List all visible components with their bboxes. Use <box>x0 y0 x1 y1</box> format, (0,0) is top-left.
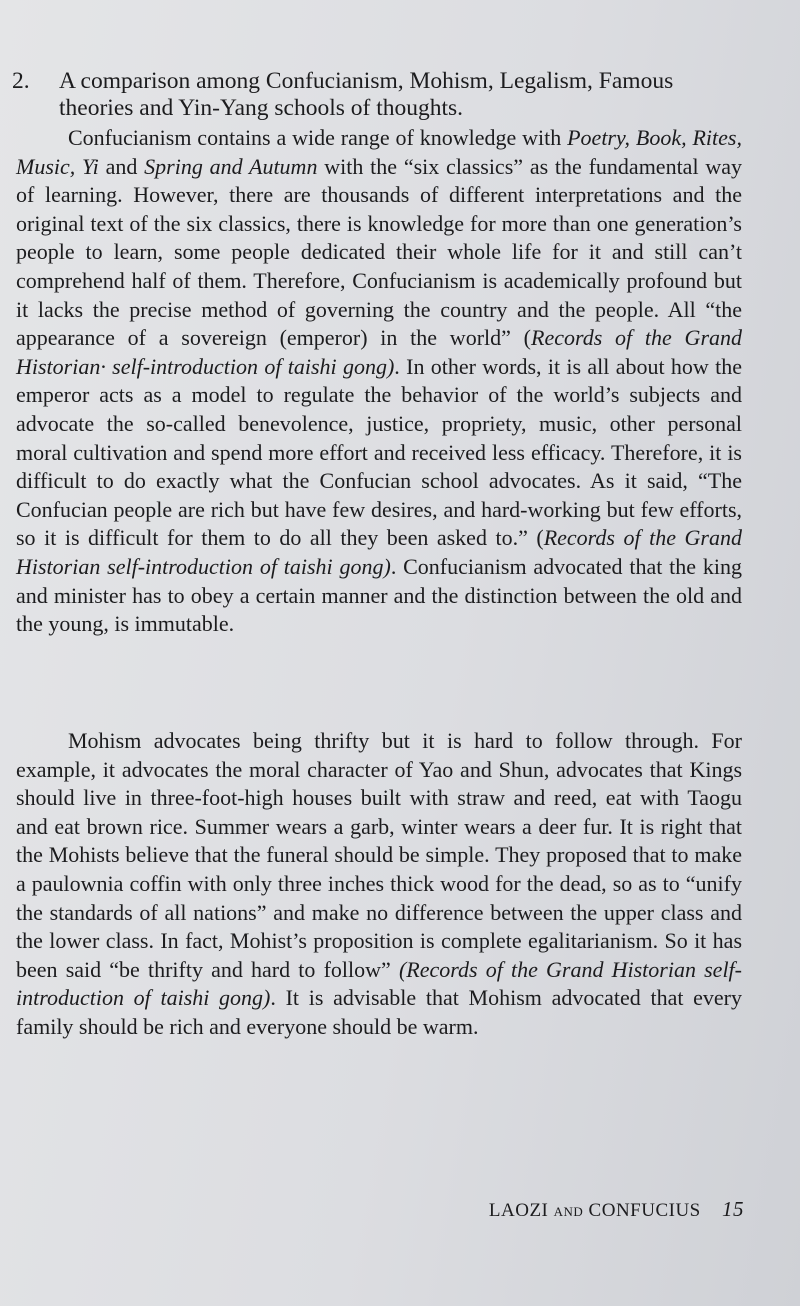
paragraph-mohism <box>16 727 742 1042</box>
body-text: with the “six classics” as the fundamental way of learning. However, there are thousands of different interpretations and the original text of the six classics, there is knowledge for more than one generation’s people to learn, some people dedicated their whole life for it and still can’t comprehend half of them. Therefore, Confucianism is academically profound but it lacks the precise method of governing the country and the people. All “the appearance of a sovereign (emperor) in the world” ( <box>16 153 743 351</box>
paragraph-confucianism <box>16 124 742 639</box>
running-title: LAOZI and CONFUCIUS <box>488 1200 701 1221</box>
body-text: . It is advisable that Mohism advocated that every family should be rich and everyone should be warm. <box>16 985 743 1039</box>
citation-italic: Records of the Grand Historian self-introduction of taishi gong) <box>16 525 742 579</box>
citation-italic: Records of the Grand Historian· self-introduction of taishi gong) <box>16 325 743 379</box>
citation-italic: Poetry, Book, Rites, Music, Yi <box>16 125 742 179</box>
page-number: 15 <box>722 1197 744 1221</box>
body-text: Confucianism contains a wide range of knowledge with <box>68 125 568 150</box>
section-number: 2. <box>12 68 30 94</box>
citation-italic: Spring and Autumn <box>144 153 318 179</box>
section-heading <box>12 68 742 122</box>
section-title: A comparison among Confucianism, Mohism, Legalism, Famous theories and Yin-Yang schools of thoughts. <box>59 68 674 121</box>
citation-italic: (Records of the Grand Historian self-introduction of taishi gong) <box>16 956 742 1011</box>
body-text: . In other words, it is all about how the emperor acts as a model to regulate the behavior of the world’s subjects and advocate the so-called benevolence, justice, propriety, music, other personal moral cultivation and spend more effort and received less efficacy. Therefore, it is difficult to do exactly what the Confucian school advocates. As it said, “The Confucian people are rich but have few desires, and hard-working but few efforts, so it is difficult for them to do all they been asked to.” ( <box>16 353 742 551</box>
body-text: and <box>98 153 145 179</box>
body-text: Mohism advocates being thrifty but it is hard to follow through. For example, it advocates the moral character of Yao and Shun, advocates that Kings should live in three-foot-high houses built with straw and reed, eat with Taogu and eat brown rice. Summer wears a garb, winter wears a deer fur. It is right that the Mohists believe that the funeral should be simple. They proposed that to make a paulownia coffin with only three inches thick wood for the dead, so as to “unify the standards of all nations” and make no difference between the upper class and the lower class. In fact, Mohist’s proposition is complete egalitarianism. So it has been said “be thrifty and hard to follow” <box>16 728 742 982</box>
page-footer <box>489 1197 744 1222</box>
body-text: . Confucianism advocated that the king and minister has to obey a certain manner and the distinction between the old and the young, is immutable. <box>16 553 742 637</box>
